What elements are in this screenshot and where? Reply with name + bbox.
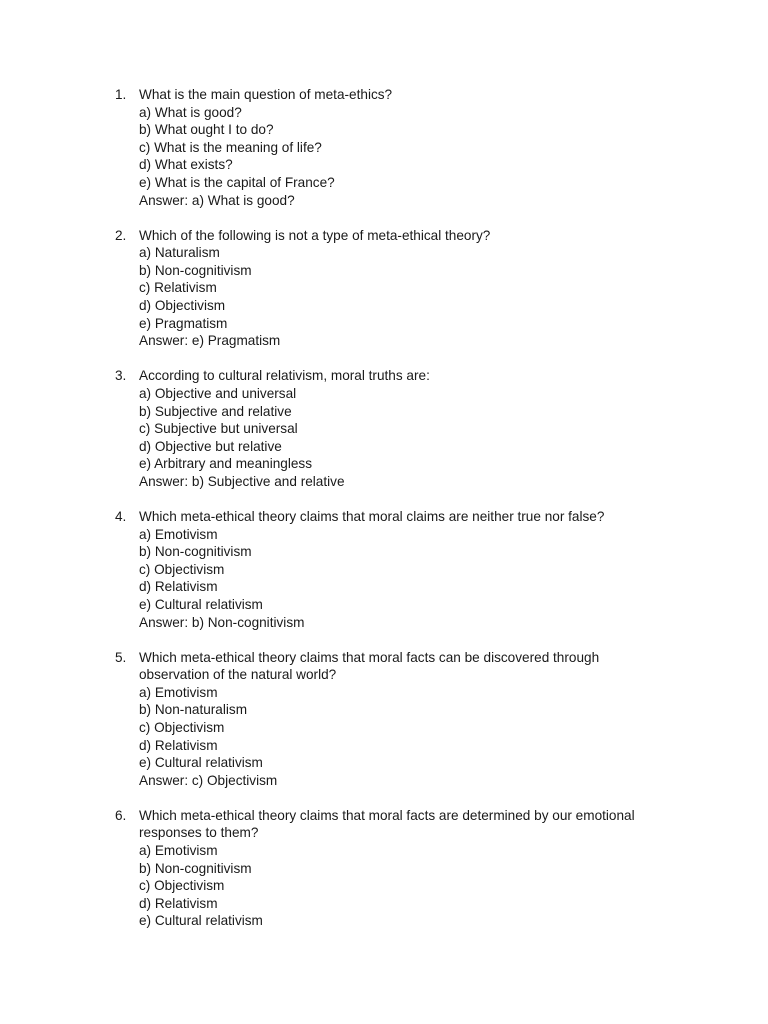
question-5 (0, 649, 768, 790)
option-d: d) Objective but relative (139, 438, 282, 454)
option-a: a) Emotivism (139, 843, 218, 859)
option-c: c) What is the meaning of life? (139, 139, 322, 155)
question-text: Which meta-ethical theory claims that moral claims are neither true nor false? (139, 508, 605, 524)
question-text: What is the main question of meta-ethics? (139, 87, 393, 102)
option-d: d) What exists? (139, 157, 233, 173)
question-1 (0, 86, 768, 209)
option-d: d) Relativism (139, 895, 218, 911)
option-b: b) Subjective and relative (139, 403, 292, 419)
option-d: d) Relativism (139, 737, 218, 753)
option-b: b) What ought I to do? (139, 122, 274, 138)
option-b: b) Non-cognitivism (139, 860, 252, 876)
option-d: d) Relativism (139, 579, 218, 595)
question-list (0, 86, 768, 948)
question-number: 6. (115, 807, 127, 823)
answer-line: Answer: c) Objectivism (139, 772, 278, 788)
question-body (139, 227, 679, 350)
option-e: e) Pragmatism (139, 315, 228, 331)
option-b: b) Non-cognitivism (139, 262, 252, 278)
option-c: c) Relativism (139, 280, 217, 296)
option-a: a) Naturalism (139, 245, 220, 261)
question-body (139, 807, 679, 930)
option-b: b) Non-naturalism (139, 702, 248, 718)
answer-line: Answer: b) Subjective and relative (139, 473, 345, 489)
option-a: a) Emotivism (139, 684, 218, 700)
question-text-continued: responses to them? (139, 825, 259, 841)
answer-line: Answer: a) What is good? (139, 192, 295, 208)
question-text: Which meta-ethical theory claims that moral facts are determined by our emotional (139, 807, 635, 823)
option-d: d) Objectivism (139, 298, 226, 314)
question-6 (0, 807, 768, 930)
question-body (139, 649, 679, 790)
option-c: c) Objectivism (139, 878, 225, 894)
option-c: c) Subjective but universal (139, 421, 298, 437)
option-e: e) What is the capital of France? (139, 174, 335, 190)
option-e: e) Cultural relativism (139, 596, 263, 612)
question-number: 2. (115, 227, 127, 243)
question-text-continued: observation of the natural world? (139, 667, 337, 683)
question-body (139, 367, 679, 490)
option-c: c) Objectivism (139, 561, 225, 577)
question-text: According to cultural relativism, moral truths are: (139, 368, 430, 384)
question-number: 4. (115, 508, 127, 524)
option-a: a) Emotivism (139, 526, 218, 542)
question-2 (0, 227, 768, 350)
question-4 (0, 508, 768, 631)
option-a: a) What is good? (139, 104, 242, 120)
question-number: 5. (115, 649, 127, 665)
question-text: Which of the following is not a type of meta-ethical theory? (139, 227, 491, 243)
answer-line: Answer: e) Pragmatism (139, 333, 281, 349)
question-number: 1. (115, 87, 127, 102)
option-b: b) Non-cognitivism (139, 544, 252, 560)
option-e: e) Cultural relativism (139, 755, 263, 771)
option-e: e) Arbitrary and meaningless (139, 456, 313, 472)
question-text: Which meta-ethical theory claims that moral facts can be discovered through (139, 649, 600, 665)
question-3 (0, 367, 768, 490)
option-a: a) Objective and universal (139, 385, 297, 401)
question-number: 3. (115, 368, 127, 384)
option-c: c) Objectivism (139, 720, 225, 735)
question-body (139, 86, 679, 209)
answer-line: Answer: b) Non-cognitivism (139, 614, 305, 630)
option-e: e) Cultural relativism (139, 913, 263, 929)
question-body (139, 508, 679, 631)
